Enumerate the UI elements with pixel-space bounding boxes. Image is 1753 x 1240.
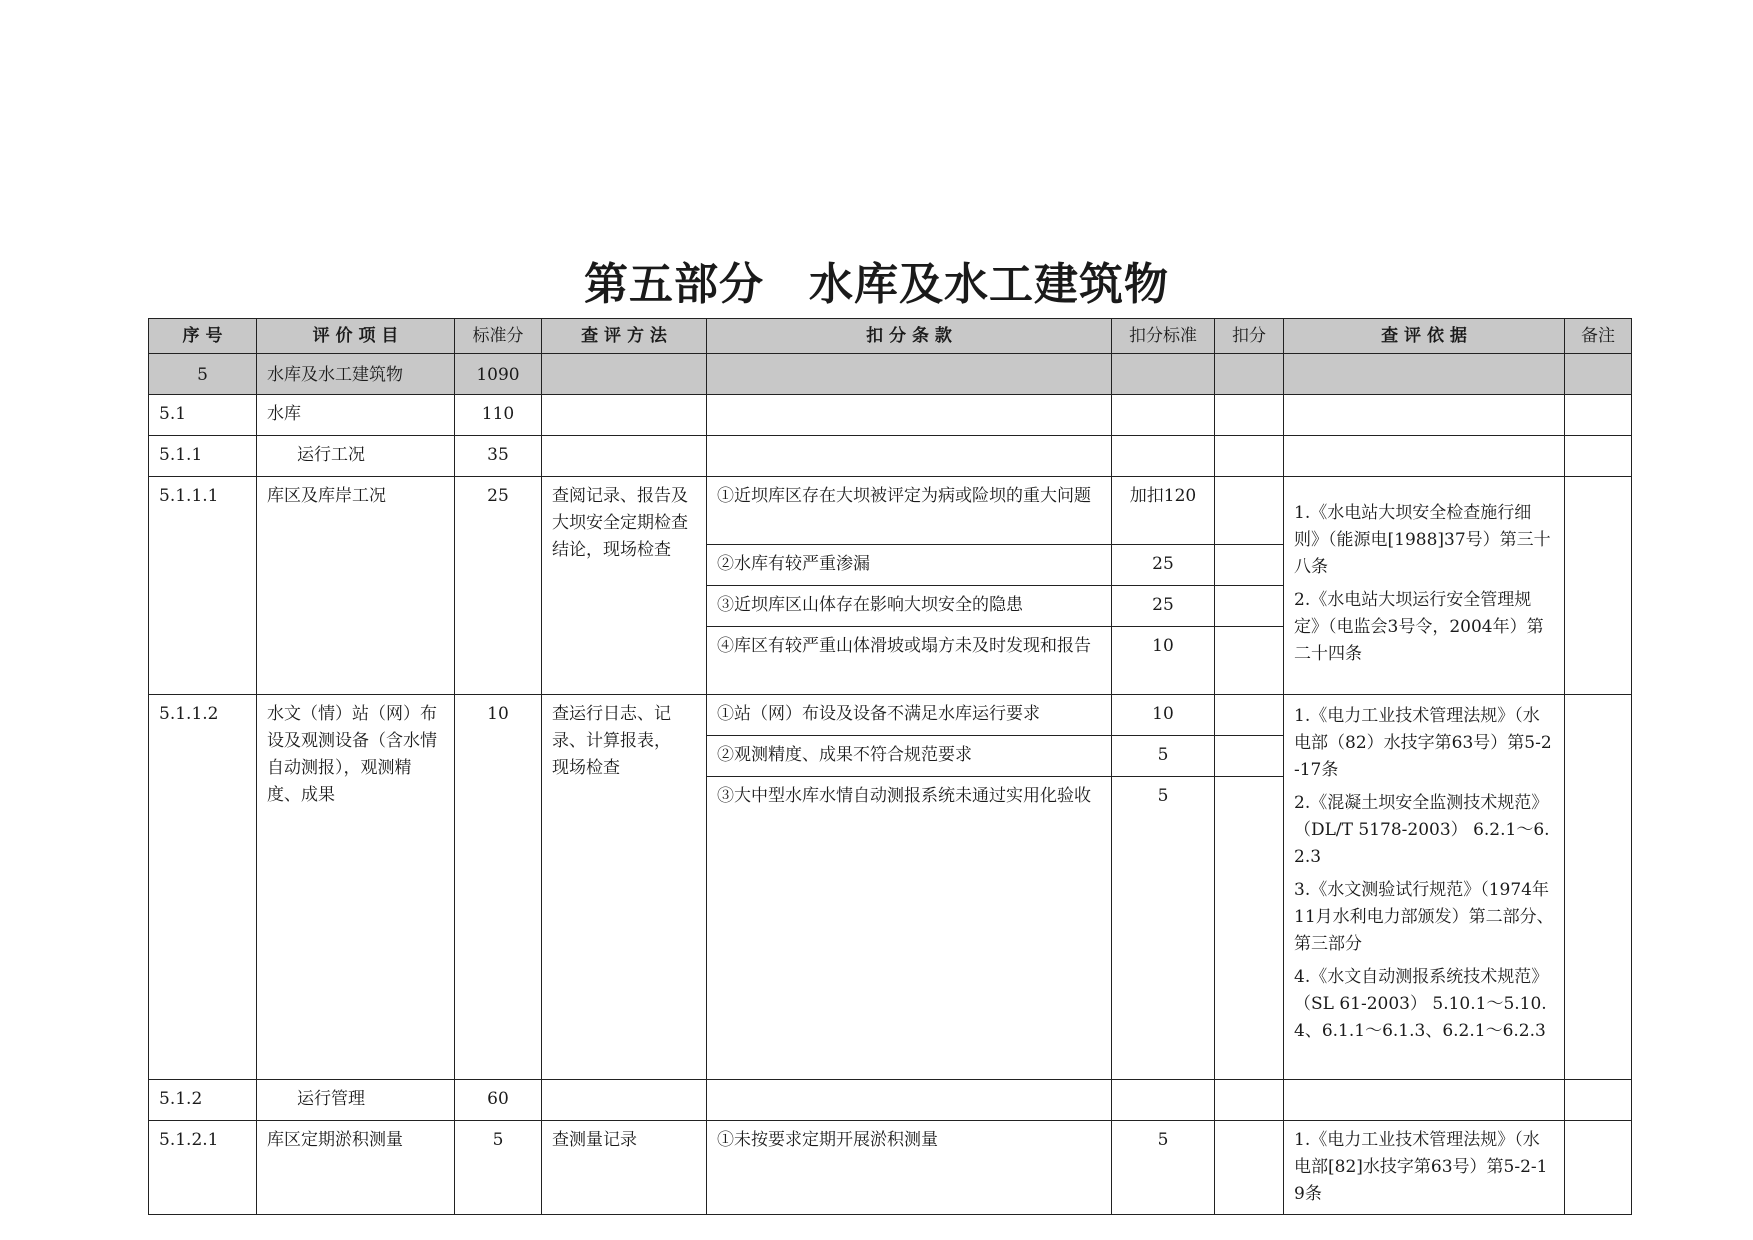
col-header-basis: 查 评 依 据 — [1284, 319, 1565, 354]
col-header-deduct-std: 扣分标准 — [1112, 319, 1215, 354]
method-cell — [542, 695, 707, 1080]
table-row — [149, 695, 1632, 736]
basis-item: 1.《水电站大坝安全检查施行细则》（能源电[1988]37号）第三十八条 — [1294, 502, 1551, 577]
remark-cell — [1565, 695, 1632, 1080]
deduct-std-cell: 10 — [1112, 695, 1215, 736]
item-cell: 运行工况 — [257, 436, 455, 477]
item-cell: 水库及水工建筑物 — [257, 354, 455, 395]
table-row — [149, 436, 1632, 477]
table-row — [149, 395, 1632, 436]
deduct-std-cell: 5 — [1112, 777, 1215, 1080]
item-cell: 库区及库岸工况 — [257, 477, 455, 695]
score-cell: 110 — [455, 395, 542, 436]
col-header-item: 评 价 项 目 — [257, 319, 455, 354]
basis-item: 2.《水电站大坝运行安全管理规定》（电监会3号令，2004年）第二十四条 — [1294, 589, 1544, 664]
deduct-cell — [1215, 627, 1284, 695]
evaluation-table — [148, 318, 1632, 1215]
deduct-cell — [1215, 736, 1284, 777]
seq-cell: 5.1.2.1 — [149, 1121, 257, 1215]
col-header-std-score: 标准分 — [455, 319, 542, 354]
score-cell: 60 — [455, 1080, 542, 1121]
seq-cell: 5.1.1.2 — [149, 695, 257, 1080]
basis-item: 1.《电力工业技术管理法规》（水电部（82）水技字第63号）第5-2-17条 — [1294, 706, 1552, 780]
col-header-seq: 序 号 — [149, 319, 257, 354]
clause-cell: ②观测精度、成果不符合规范要求 — [707, 736, 1112, 777]
score-cell: 5 — [455, 1121, 542, 1215]
seq-cell: 5 — [149, 354, 257, 395]
seq-cell: 5.1.2 — [149, 1080, 257, 1121]
deduct-cell — [1215, 545, 1284, 586]
item-cell: 水文（情）站（网）布设及观测设备（含水情自动测报），观测精度、成果 — [257, 695, 455, 1080]
deduct-std-cell: 加扣120 — [1112, 477, 1215, 545]
deduct-std-cell: 10 — [1112, 627, 1215, 695]
item-cell: 运行管理 — [257, 1080, 455, 1121]
col-header-clauses: 扣 分 条 款 — [707, 319, 1112, 354]
clause-cell: ③大中型水库水情自动测报系统未通过实用化验收 — [707, 777, 1112, 1080]
clause-cell: ②水库有较严重渗漏 — [707, 545, 1112, 586]
deduct-cell — [1215, 777, 1284, 1080]
seq-cell: 5.1.1 — [149, 436, 257, 477]
seq-cell: 5.1 — [149, 395, 257, 436]
remark-cell — [1565, 477, 1632, 695]
basis-item: 3.《水文测验试行规范》（1974年11月水利电力部颁发）第二部分、第三部分 — [1294, 880, 1554, 954]
basis-item: 4.《水文自动测报系统技术规范》（SL 61-2003） 5.10.1～5.10.4、6.1.1～6.1.3、6.2.1～6.2.3 — [1294, 967, 1549, 1041]
score-cell: 10 — [455, 695, 542, 1080]
clause-cell: ①近坝库区存在大坝被评定为病或险坝的重大问题 — [707, 477, 1112, 545]
score-cell: 35 — [455, 436, 542, 477]
table-row — [149, 477, 1632, 545]
basis-item: 2.《混凝土坝安全监测技术规范》（DL/T 5178-2003） 6.2.1～6.2.3 — [1294, 793, 1550, 867]
remark-cell — [1565, 1121, 1632, 1215]
basis-cell — [1284, 695, 1565, 1080]
seq-cell: 5.1.1.1 — [149, 477, 257, 695]
deduct-std-cell: 25 — [1112, 586, 1215, 627]
deduct-std-cell: 5 — [1112, 1121, 1215, 1215]
score-cell: 25 — [455, 477, 542, 695]
clause-cell: ①未按要求定期开展淤积测量 — [707, 1121, 1112, 1215]
table-row — [149, 1080, 1632, 1121]
basis-cell — [1284, 477, 1565, 695]
method-line: 现场检查 — [552, 758, 620, 778]
deduct-std-cell: 5 — [1112, 736, 1215, 777]
deduct-cell — [1215, 477, 1284, 545]
deduct-std-cell: 25 — [1112, 545, 1215, 586]
method-cell: 查阅记录、报告及大坝安全定期检查结论，现场检查 — [542, 477, 707, 695]
item-cell: 水库 — [257, 395, 455, 436]
method-cell: 查测量记录 — [542, 1121, 707, 1215]
deduct-cell — [1215, 1121, 1284, 1215]
deduct-cell — [1215, 586, 1284, 627]
col-header-method: 查 评 方 法 — [542, 319, 707, 354]
table-row — [149, 354, 1632, 395]
item-cell: 库区定期淤积测量 — [257, 1121, 455, 1215]
score-cell: 1090 — [455, 354, 542, 395]
deduct-cell — [1215, 695, 1284, 736]
basis-cell: 1.《电力工业技术管理法规》（水电部[82]水技字第63号）第5-2-19条 — [1284, 1121, 1565, 1215]
page-title: 第五部分 水库及水工建筑物 — [584, 259, 1169, 310]
clause-cell: ④库区有较严重山体滑坡或塌方未及时发现和报告 — [707, 627, 1112, 695]
method-line: 查运行日志、记录、计算报表， — [552, 704, 671, 751]
clause-cell: ①站（网）布设及设备不满足水库运行要求 — [707, 695, 1112, 736]
header-row — [149, 319, 1632, 354]
col-header-deduct: 扣分 — [1215, 319, 1284, 354]
table-row — [149, 1121, 1632, 1215]
col-header-remark: 备注 — [1565, 319, 1632, 354]
clause-cell: ③近坝库区山体存在影响大坝安全的隐患 — [707, 586, 1112, 627]
